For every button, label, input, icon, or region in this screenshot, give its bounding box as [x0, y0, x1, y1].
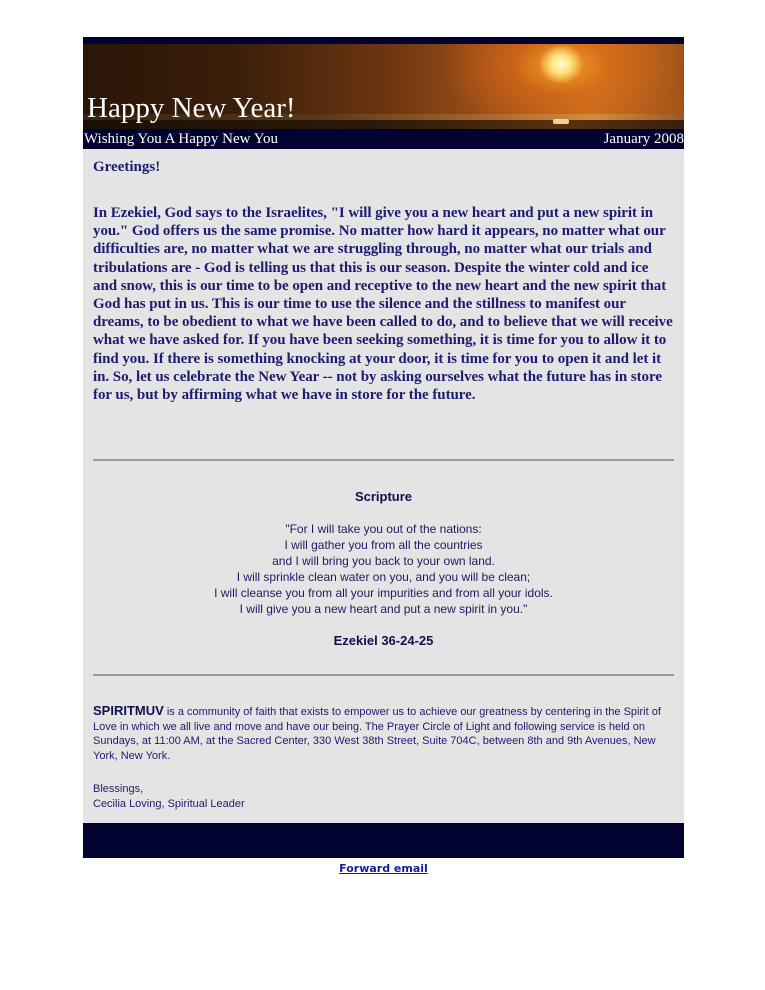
divider	[93, 459, 674, 461]
forward-container	[83, 859, 684, 877]
content-panel	[83, 149, 684, 823]
verse-line: and I will bring you back to your own land.	[272, 554, 495, 569]
verse-line: I will give you a new heart and put a new spirit in you."	[239, 602, 528, 617]
scripture-section	[93, 489, 674, 648]
top-bar	[83, 37, 684, 44]
verse-line: "For I will take you out of the nations:	[285, 522, 482, 537]
closing: Blessings,	[93, 783, 144, 796]
scripture-reference: Ezekiel 36-24-25	[333, 633, 434, 649]
scripture-heading: Scripture	[354, 489, 413, 505]
subtitle-bar	[83, 129, 684, 149]
newsletter	[83, 37, 684, 877]
footer-bar	[83, 823, 684, 858]
tagline: Wishing You A Happy New You	[84, 130, 279, 147]
verse-line: I will gather you from all the countries	[284, 538, 483, 553]
signer-name: Cecilia Loving, Spiritual Leader	[93, 797, 245, 810]
about-text: is a community of faith that exists to empower us to achieve our greatness by centering in the Spirit of Love in which we all live and move and have our being. The Prayer Circle of Light and following service is held on Sundays, at 11:00 AM, at the Sacred Center, 330 West 38th Street, Suite 704C, between 8th and 9th Avenues, New York, New York.	[93, 706, 661, 762]
newsletter-title: Happy New Year!	[87, 92, 296, 124]
sun-reflection	[553, 119, 569, 124]
divider	[93, 674, 674, 676]
verse-line: I will sprinkle clean water on you, and you will be clean;	[236, 570, 531, 585]
brand-name: SPIRITMUV	[93, 703, 164, 719]
issue-date: January 2008	[603, 130, 684, 147]
forward-email-link[interactable]: Forward email	[339, 862, 428, 876]
about-paragraph	[93, 704, 674, 763]
sunset-banner	[83, 44, 684, 129]
verse-line: I will cleanse you from all your impurities and from all your idols.	[214, 586, 553, 601]
greeting: Greetings!	[93, 159, 161, 175]
signoff	[93, 782, 674, 811]
letter-body: In Ezekiel, God says to the Israelites, "I will give you a new heart and put a new spirit in you." God offers us the same promise. No matter how hard it appears, no matter what our difficulties are, no matter what we are struggling through, no matter what our trials and tribulations are - God is telling us that this is our season. Despite the winter cold and ice and snow, this is our time to be open and receptive to the new heart and the new spirit that God has put in us. This is our time to use the silence and the stillness to manifest our dreams, to be obedient to what we have been called to do, and to believe that we will receive what we have asked for. If you have been seeking something, it is time for you to allow it to find you. If there is something knocking at your door, it is time for you to open it and let it in. So, let us celebrate the New Year -- not by asking ourselves what the future has in store for us, but by affirming what we have in store for the future.	[93, 205, 673, 404]
